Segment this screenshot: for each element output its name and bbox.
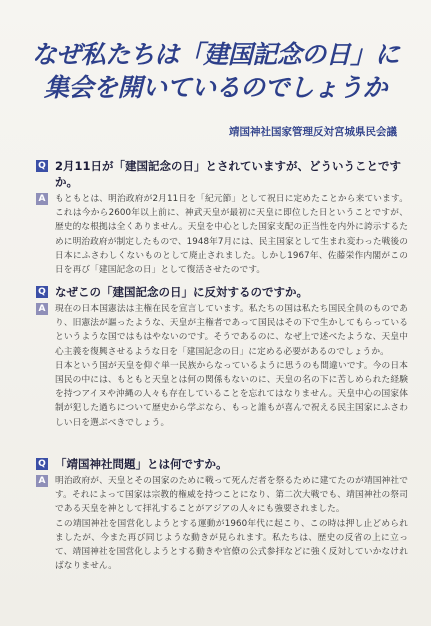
- qa-section-1: [36, 158, 408, 277]
- question-row: [36, 456, 408, 472]
- answer-text: [55, 192, 408, 277]
- answer-paragraph: この靖国神社を国営化しようとする運動が1960年代に起こり、この時は押し止どめられましたが、今また再び同じような動きが見られます。私たちは、歴史の反省の上に立って、靖国神社を国営化しようとする動きや官僚の公式参拝などに強く反対していかなければなりません。: [55, 518, 408, 572]
- answer-paragraph: 現在の日本国憲法は主権在民を宣言しています。私たちの国は私たち国民全員のものであり、旧憲法が謳ったような、天皇が主権者であって国民はその下で生かしてもらっているというような国ではもはやないのです。そうであるのに、なぜ上で述べたような、天皇中心主義を復興させるような日を「建国記念の日」に定める必要があるのでしょうか。: [55, 304, 408, 357]
- question-text: 2月11日が「建国記念の日」とされていますが、どういうことですか。: [55, 159, 402, 189]
- question-badge: Q: [36, 458, 48, 470]
- answer-row: [36, 192, 408, 277]
- page-title: [0, 38, 431, 104]
- answer-text: [55, 474, 408, 573]
- question-row: [36, 284, 408, 300]
- question-badge: Q: [36, 286, 48, 298]
- question-row: [36, 158, 408, 190]
- qa-section-3: [36, 456, 408, 573]
- answer-badge: A: [36, 193, 48, 205]
- answer-row: [36, 474, 408, 573]
- answer-badge: A: [36, 303, 48, 315]
- title-line-2: 集会を開いているのでしょうか: [43, 73, 387, 102]
- organization-name: 靖国神社国家管理反対宮城県民会議: [229, 126, 397, 138]
- answer-paragraph: 日本という国が天皇を仰ぐ単一民族からなっているように思うのも間違いです。今の日本国民の中には、もともと天皇とは何の関係もないのに、天皇の名の下に苦しめられた経験を持つアイヌや沖縄の人々も存在していることを忘れてはなりません。天皇中心の国家体制が犯した過ちについて歴史から学ぶなら、もっと誰もが喜んで祝える民主国家にふさわしい日を選ぶべきでしょう。: [55, 360, 408, 428]
- question-badge: Q: [36, 160, 48, 172]
- question-text: 「靖国神社問題」とは何ですか。: [55, 457, 228, 471]
- answer-paragraph: もともとは、明治政府が2月11日を「紀元節」として祝日に定めたことから来ています。これは今から2600年以上前に、神武天皇が最初に天皇に即位した日ということですが、歴史的な根拠は全くありません。天皇を中心とした国家支配の正当性を内外に誇示するために明治政府が制定したもので、1948年7月には、民主国家として生まれ変わった戦後の日本にふさわしくないものとして廃止されました。しかし1967年、佐藤栄作内閣がこの日を再び「建国記念の日」として復活させたのです。: [55, 194, 409, 276]
- title-line-1: なぜ私たちは「建国記念の日」に: [31, 40, 400, 69]
- answer-badge: A: [36, 475, 48, 487]
- qa-section-2: [36, 284, 408, 430]
- answer-text: [55, 302, 408, 430]
- answer-row: [36, 302, 408, 430]
- answer-paragraph: 明治政府が、天皇とその国家のために戦って死んだ者を祭るために建てたのが靖国神社です。それによって国家は宗教的権威を持つことになり、第二次大戦でも、靖国神社の祭司である天皇を神として拝礼することがアジアの人々にも強要されました。: [55, 476, 408, 515]
- question-text: なぜこの「建国記念の日」に反対するのですか。: [55, 285, 308, 299]
